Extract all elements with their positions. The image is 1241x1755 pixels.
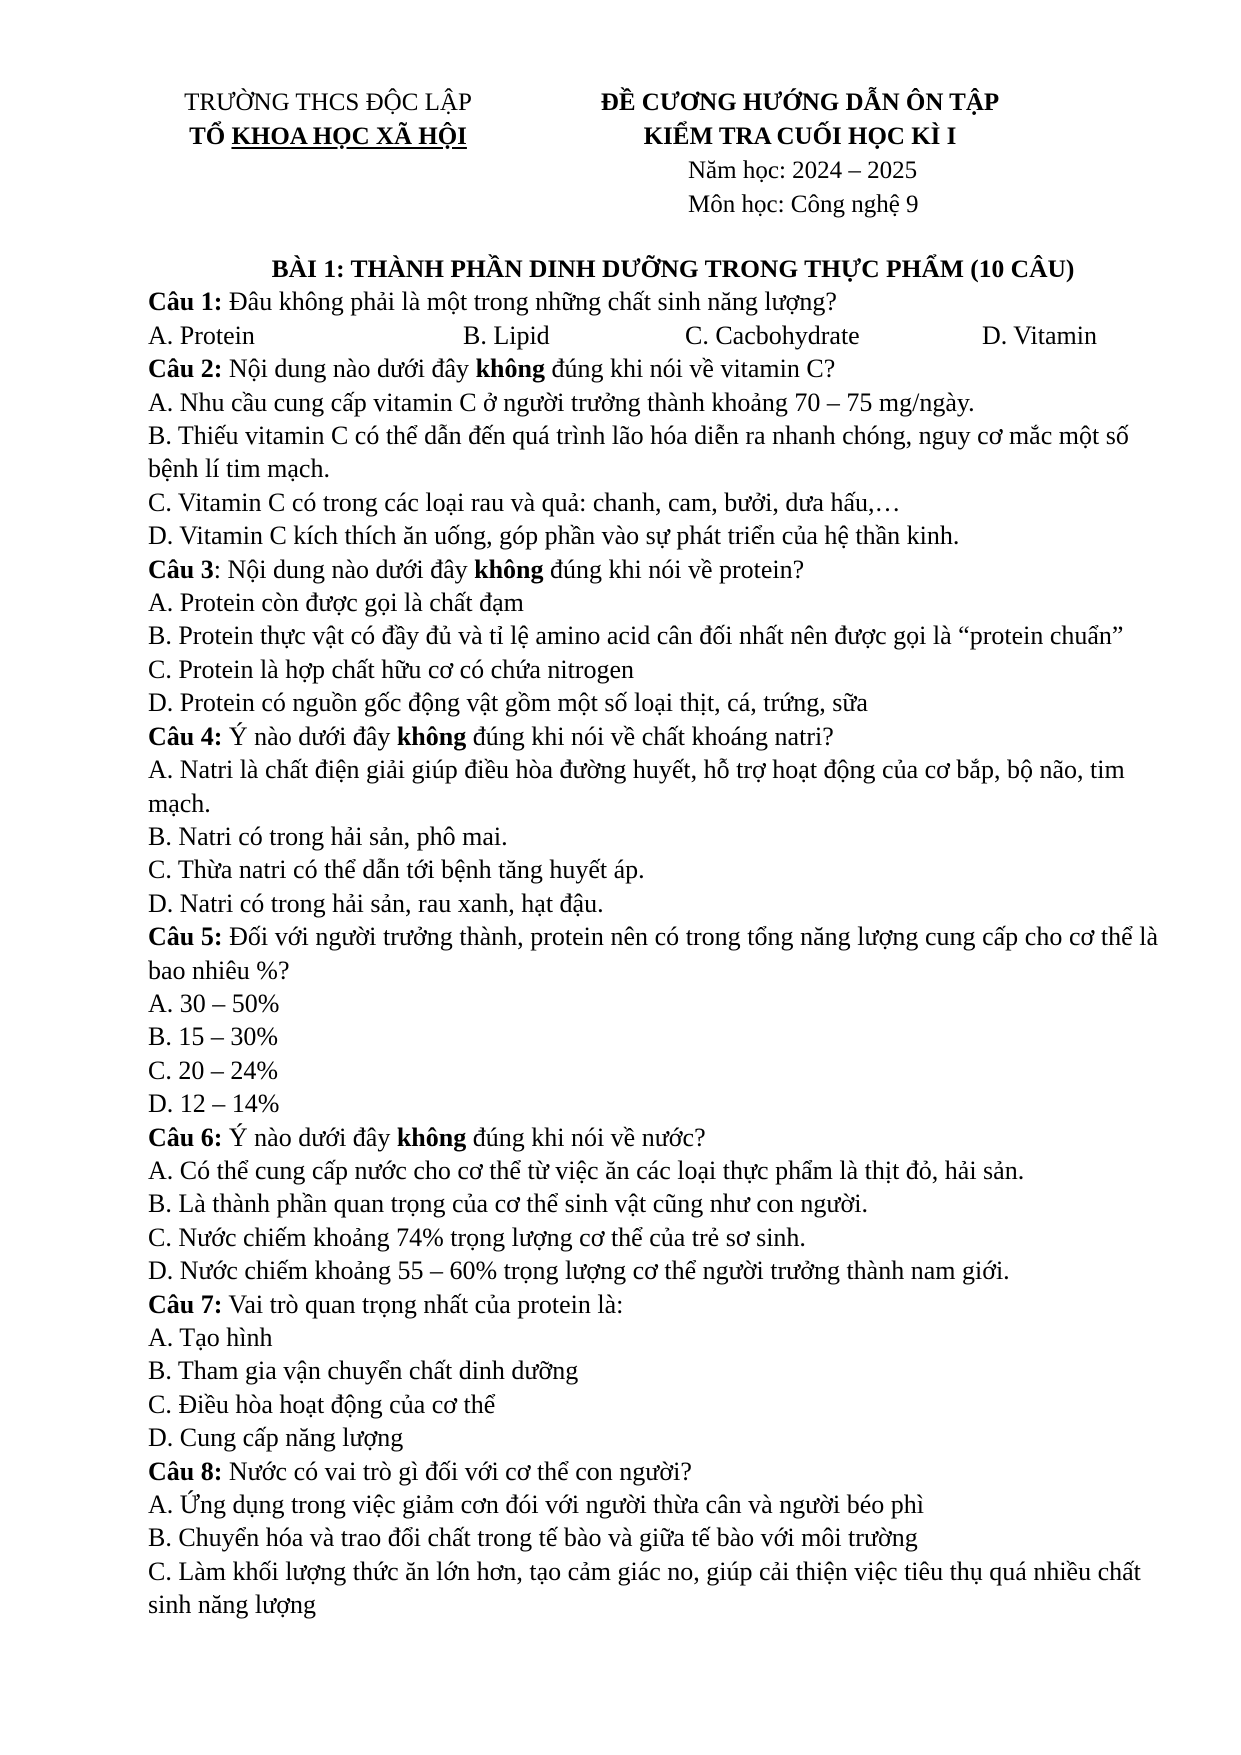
- section-title: BÀI 1: THÀNH PHẦN DINH DƯỠNG TRONG THỰC PHẨM (10 CÂU): [271, 254, 1075, 283]
- question-text-before: Ý nào dưới đây: [222, 1122, 397, 1152]
- question-label: Câu 6:: [148, 1122, 223, 1152]
- option-d: D. Protein có nguồn gốc động vật gồm một số loại thịt, cá, trứng, sữa: [148, 688, 868, 718]
- content: [148, 252, 1158, 1622]
- question-label: Câu 8:: [148, 1456, 223, 1486]
- option-b: B. Lipid: [463, 320, 550, 350]
- option-c: C. 20 – 24%: [148, 1055, 278, 1085]
- document-title-line1: ĐỀ CƯƠNG HƯỚNG DẪN ÔN TẬP: [600, 89, 1000, 116]
- option-b: B. Thiếu vitamin C có thể dẫn đến quá trình lão hóa diễn ra nhanh chóng, nguy cơ mắc một số bệnh lí tim mạch.: [148, 421, 1129, 484]
- question-text: Đối với người trưởng thành, protein nên có trong tổng năng lượng cung cấp cho cơ thể là bao nhiêu %?: [148, 922, 1158, 985]
- question-2: [148, 352, 1158, 385]
- option-d: D. Vitamin: [982, 320, 1097, 350]
- option-c: C. Cacbohydrate: [685, 320, 860, 350]
- option-b: B. Chuyển hóa và trao đổi chất trong tế bào và giữa tế bào với môi trường: [148, 1523, 918, 1553]
- question-label: Câu 7:: [148, 1289, 223, 1319]
- option-d: D. Natri có trong hải sản, rau xanh, hạt đậu.: [148, 888, 604, 918]
- option-a: A. Có thể cung cấp nước cho cơ thể từ việc ăn các loại thực phẩm là thịt đỏ, hải sản.: [148, 1155, 1025, 1185]
- option-a: A. Tạo hình: [148, 1323, 273, 1352]
- question-3: [148, 553, 1158, 586]
- question-text-after: đúng khi nói về nước?: [466, 1122, 706, 1152]
- question-4: [148, 720, 1158, 753]
- question-label: Câu 5:: [148, 922, 223, 952]
- option-c: C. Thừa natri có thể dẫn tới bệnh tăng huyết áp.: [148, 855, 645, 885]
- option-d: D. 12 – 14%: [148, 1089, 280, 1119]
- option-b: B. Là thành phần quan trọng của cơ thể sinh vật cũng như con người.: [148, 1189, 868, 1219]
- question-1-options: [148, 319, 1158, 352]
- option-a: A. 30 – 50%: [148, 988, 280, 1018]
- option-a: A. Nhu cầu cung cấp vitamin C ở người trưởng thành khoảng 70 – 75 mg/ngày.: [148, 387, 975, 417]
- option-b: B. Tham gia vận chuyển chất dinh dưỡng: [148, 1356, 579, 1386]
- question-text-after: đúng khi nói về protein?: [543, 554, 805, 584]
- document-title-line2: KIỂM TRA CUỐI HỌC KÌ I: [643, 123, 957, 150]
- question-6: [148, 1121, 1158, 1154]
- question-text-after: đúng khi nói về chất khoáng natri?: [466, 721, 834, 751]
- option-b: B. Natri có trong hải sản, phô mai.: [148, 821, 508, 851]
- option-a: A. Ứng dụng trong việc giảm cơn đói với người thừa cân và người béo phì: [148, 1490, 924, 1520]
- question-5: [148, 920, 1158, 987]
- option-c: C. Nước chiếm khoảng 74% trọng lượng cơ thể của trẻ sơ sinh.: [148, 1222, 806, 1252]
- department-prefix: TỔ: [189, 123, 232, 150]
- question-text: Nước có vai trò gì đối với cơ thể con người?: [222, 1456, 692, 1486]
- question-label: Câu 1:: [148, 287, 223, 317]
- option-c: C. Làm khối lượng thức ăn lớn hơn, tạo cảm giác no, giúp cải thiện việc tiêu thụ quá nhiều chất sinh năng lượng: [148, 1556, 1141, 1620]
- question-text-before: Nội dung nào dưới đây: [222, 354, 476, 384]
- question-text-before: Ý nào dưới đây: [222, 721, 397, 751]
- question-label: Câu 3: [148, 554, 214, 584]
- option-c: C. Điều hòa hoạt động của cơ thể: [148, 1389, 496, 1419]
- question-8: [148, 1455, 1158, 1488]
- option-d: D. Vitamin C kích thích ăn uống, góp phần vào sự phát triển của hệ thần kinh.: [148, 521, 960, 551]
- question-text-after: đúng khi nói về vitamin C?: [544, 354, 836, 384]
- option-c: C. Vitamin C có trong các loại rau và quả: chanh, cam, bưởi, dưa hấu,…: [148, 487, 901, 517]
- question-text-before: : Nội dung nào dưới đây: [213, 554, 475, 584]
- subject: Môn học: Công nghệ 9: [688, 191, 919, 218]
- question-1: [148, 285, 1158, 318]
- question-keyword: không: [475, 354, 545, 384]
- option-a: A. Protein: [148, 320, 255, 350]
- header-left: [148, 86, 508, 154]
- question-7: [148, 1288, 1158, 1321]
- question-keyword: không: [474, 554, 544, 584]
- school-year: Năm học: 2024 – 2025: [688, 157, 918, 184]
- question-text: Đâu không phải là một trong những chất sinh năng lượng?: [222, 287, 837, 317]
- option-c: C. Protein là hợp chất hữu cơ có chứa nitrogen: [148, 654, 635, 684]
- question-text: Vai trò quan trọng nhất của protein là:: [222, 1289, 624, 1319]
- option-d: D. Cung cấp năng lượng: [148, 1423, 404, 1453]
- question-label: Câu 2:: [148, 354, 223, 384]
- question-keyword: không: [396, 721, 467, 751]
- department-underlined: KHOA HỌC XÃ HỘI: [231, 123, 467, 150]
- option-b: B. 15 – 30%: [148, 1022, 278, 1052]
- option-a: A. Natri là chất điện giải giúp điều hòa đường huyết, hỗ trợ hoạt động của cơ bắp, bộ não, tim mạch.: [148, 755, 1125, 818]
- header-right: [560, 86, 1080, 222]
- option-b: B. Protein thực vật có đầy đủ và tỉ lệ amino acid cân đối nhất nên được gọi là “protein chuẩn”: [148, 621, 1124, 651]
- department-name: [148, 120, 508, 154]
- option-d: D. Nước chiếm khoảng 55 – 60% trọng lượng cơ thể người trưởng thành nam giới.: [148, 1256, 1010, 1286]
- question-keyword: không: [396, 1122, 467, 1152]
- school-name: TRƯỜNG THCS ĐỘC LẬP: [184, 89, 472, 116]
- question-label: Câu 4:: [148, 721, 223, 751]
- option-a: A. Protein còn được gọi là chất đạm: [148, 588, 524, 618]
